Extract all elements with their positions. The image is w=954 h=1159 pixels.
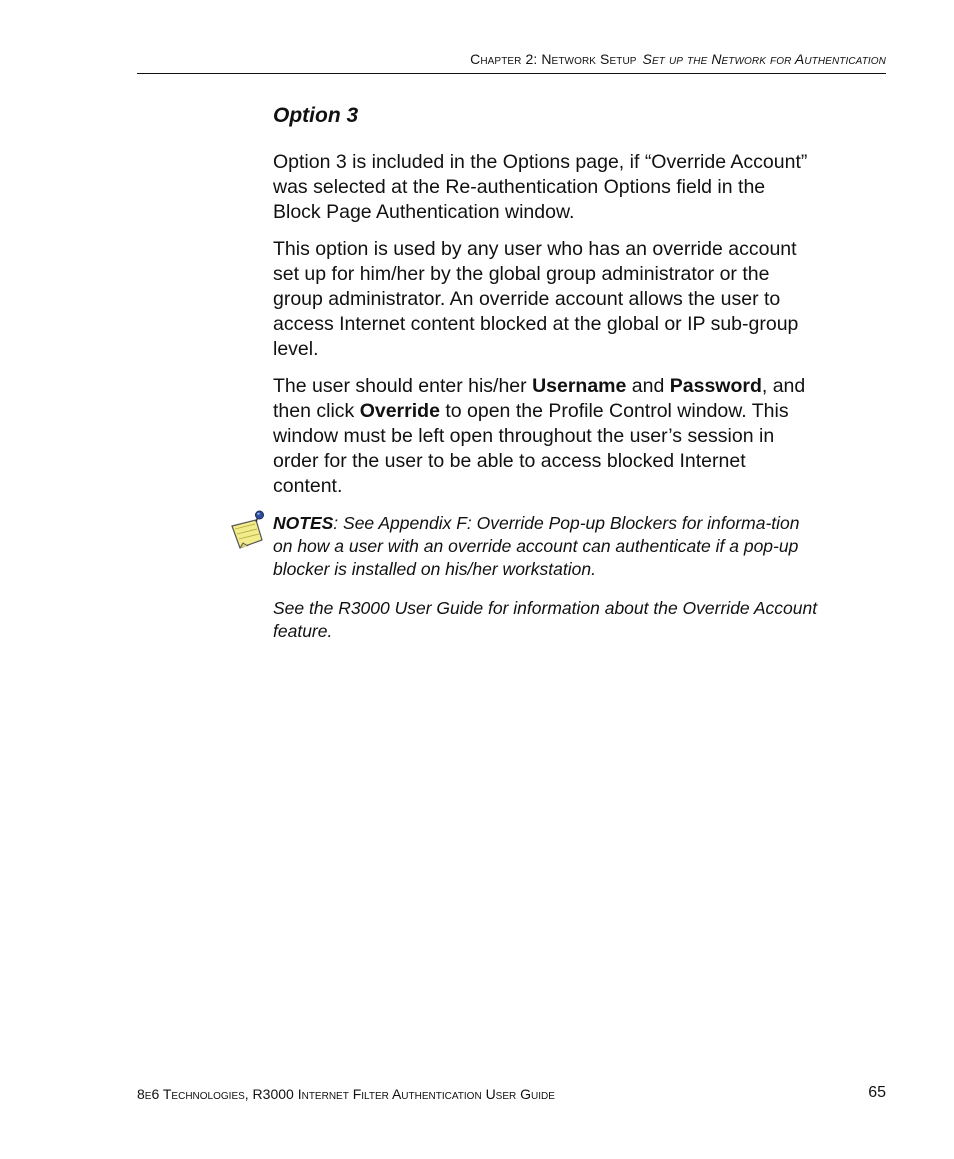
override-term: Override [359, 400, 440, 423]
footer-guide-title: 8e6 Technologies, R3000 Internet Filter Authentication User Guide [137, 1086, 555, 1102]
note-pin-icon [226, 510, 268, 552]
note-paragraph-1: NOTES: See Appendix F: Override Pop-up Blockers for informa-tion on how a user with an override account can authenticate if a pop-up blocker is installed on his/her workstation. [273, 513, 800, 580]
notes-label: NOTES [273, 513, 334, 534]
paragraph-2: This option is used by any user who has an override account set up for him/her by the global group administrator or the group administrator. An override account allows the user to access Internet content blocked at the global or IP sub-group level. [273, 238, 799, 360]
section-heading: Option 3 [273, 104, 359, 127]
paragraph-1: Option 3 is included in the Options page, if “Override Account” was selected at the Re-authentication Options field in the Block Page Authentication window. [273, 151, 808, 223]
page-number: 65 [868, 1084, 886, 1101]
note-paragraph-2: See the R3000 User Guide for information about the Override Account feature. [273, 598, 818, 642]
running-header [137, 49, 886, 69]
main-content [273, 103, 818, 659]
notes-block [273, 512, 818, 643]
username-term: Username [532, 375, 627, 398]
password-term: Password [669, 375, 762, 398]
section-title: Set up the Network for Authentication [642, 51, 886, 67]
paragraph-3: The user should enter his/her Username and Password, and then click Override to open the Profile Control window. This window must be left open throughout the user’s session in order for the user to be able to access blocked Internet content. [273, 375, 806, 497]
chapter-title: Chapter 2: Network Setup [470, 51, 637, 67]
header-rule [137, 73, 886, 74]
